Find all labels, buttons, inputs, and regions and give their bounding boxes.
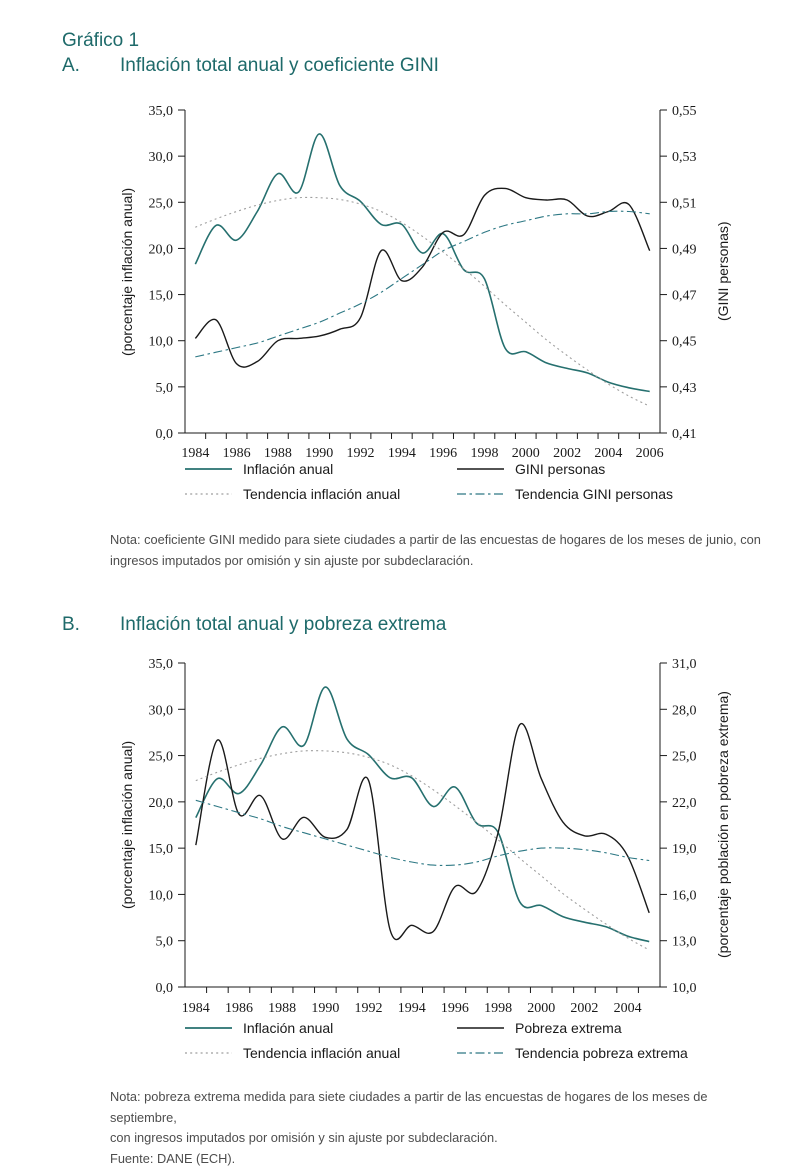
legend-swatch-line-icon [457,467,504,471]
chart-b-left-axis-title: (porcentaje inflación anual) [118,663,136,987]
legend-entry-inflacion-a [185,461,457,477]
panel-a-title: Inflación total anual y coeficiente GINI [120,55,439,77]
chart-b-note [110,1087,770,1169]
tick-label-x: 2002 [553,446,581,461]
tick-label-x: 1988 [264,446,292,461]
tick-label-x: 2002 [570,1001,598,1016]
tick-label-left: 30,0 [149,703,174,718]
legend-swatch-line-icon [457,1051,504,1055]
series-line-pobreza-extrema [196,724,649,940]
legend-swatch-line-icon [457,1026,504,1030]
series-line-tendencia-inflaci-n-anual [196,751,649,950]
tick-label-right: 0,41 [672,427,697,442]
legend-entry-tendencia-gini [457,486,673,502]
legend-label: Tendencia inflación anual [243,1045,400,1061]
tick-label-right: 22,0 [672,796,697,811]
note-line: Fuente: DANE (ECH). [110,1149,770,1169]
legend-swatch-line-icon [185,492,232,496]
tick-label-x: 2006 [636,446,664,461]
tick-label-left: 15,0 [149,289,174,304]
legend-swatch-line-icon [185,1051,232,1055]
tick-label-right: 13,0 [672,935,697,950]
tick-label-right: 0,45 [672,335,697,350]
tick-label-left: 35,0 [149,104,174,119]
tick-label-right: 28,0 [672,703,697,718]
legend-entry-tendencia-inflacion-b [185,1045,457,1061]
tick-label-x: 1990 [311,1001,339,1016]
legend-entry-tendencia-inflacion-a [185,486,457,502]
tick-label-left: 25,0 [149,750,174,765]
tick-label-left: 25,0 [149,196,174,211]
tick-label-x: 2004 [614,1001,642,1016]
series-line-inflaci-n-anual [196,687,649,942]
tick-label-left: 0,0 [156,981,174,996]
tick-label-right: 0,53 [672,150,697,165]
tick-label-x: 1988 [268,1001,296,1016]
tick-label-x: 1986 [223,446,251,461]
tick-label-left: 0,0 [156,427,174,442]
tick-label-x: 2004 [594,446,622,461]
tick-label-right: 16,0 [672,888,697,903]
legend-swatch-line-icon [457,492,504,496]
legend-label: Tendencia GINI personas [515,486,673,502]
series-line-tendencia-pobreza-extrema [196,800,649,865]
series-line-tendencia-gini-personas [195,211,649,357]
tick-label-right: 31,0 [672,657,697,672]
tick-label-right: 19,0 [672,842,697,857]
tick-label-left: 20,0 [149,242,174,257]
tick-label-x: 1984 [182,1001,210,1016]
note-line: con ingresos imputados por omisión y sin ajuste por subdeclaración. [110,1128,770,1149]
tick-label-x: 2000 [512,446,540,461]
tick-label-x: 1992 [347,446,375,461]
legend-entry-inflacion-b [185,1020,457,1036]
note-line: Nota: coeficiente GINI medido para siete ciudades a partir de las encuestas de hogares de los meses de junio, con [110,530,770,551]
figure-label: Gráfico 1 [62,30,139,52]
legend-label: Tendencia pobreza extrema [515,1045,688,1061]
tick-label-x: 1992 [355,1001,383,1016]
series-line-tendencia-inflaci-n-anual [195,197,649,406]
tick-label-left: 5,0 [156,935,174,950]
tick-label-x: 1994 [388,446,416,461]
panel-b-title: Inflación total anual y pobreza extrema [120,614,446,636]
tick-label-left: 10,0 [149,888,174,903]
tick-label-right: 0,43 [672,381,697,396]
tick-label-x: 1998 [484,1001,512,1016]
note-line: Nota: pobreza extrema medida para siete ciudades a partir de las encuestas de hogares de los meses de septiembre, [110,1087,770,1128]
chart-b-legend [185,1020,688,1061]
tick-label-x: 1994 [398,1001,426,1016]
series-line-gini-personas [195,188,649,367]
legend-label: Inflación anual [243,1020,333,1036]
tick-label-x: 1990 [305,446,333,461]
legend-label: Tendencia inflación anual [243,486,400,502]
tick-label-right: 0,51 [672,196,697,211]
legend-entry-tendencia-pobreza [457,1045,688,1061]
chart-a-right-axis-title: (GINI personas) [714,110,732,433]
legend-entry-pobreza [457,1020,688,1036]
tick-label-right: 10,0 [672,981,697,996]
legend-entry-gini [457,461,673,477]
tick-label-x: 1984 [181,446,209,461]
tick-label-x: 1986 [225,1001,253,1016]
series-line-inflaci-n-anual [195,134,649,392]
chart-b-right-axis-title: (porcentaje población en pobreza extrema) [714,663,732,987]
legend-label: Pobreza extrema [515,1020,622,1036]
note-line: ingresos imputados por omisión y sin ajuste por subdeclaración. [110,551,770,572]
legend-label: GINI personas [515,461,605,477]
tick-label-left: 30,0 [149,150,174,165]
tick-label-left: 10,0 [149,335,174,350]
tick-label-right: 25,0 [672,750,697,765]
tick-label-left: 15,0 [149,842,174,857]
legend-swatch-line-icon [185,1026,232,1030]
chart-a-note [110,530,770,571]
panel-a-index: A. [62,55,80,77]
tick-label-x: 2000 [527,1001,555,1016]
legend-label: Inflación anual [243,461,333,477]
tick-label-right: 0,47 [672,289,697,304]
chart-a-left-axis-title: (porcentaje inflación anual) [118,110,136,433]
tick-label-x: 1996 [441,1001,469,1016]
tick-label-x: 1998 [470,446,498,461]
tick-label-x: 1996 [429,446,457,461]
legend-swatch-line-icon [185,467,232,471]
tick-label-left: 5,0 [156,381,174,396]
tick-label-left: 35,0 [149,657,174,672]
tick-label-right: 0,55 [672,104,697,119]
chart-a-legend [185,461,673,502]
panel-b-index: B. [62,614,80,636]
tick-label-right: 0,49 [672,242,697,257]
tick-label-left: 20,0 [149,796,174,811]
